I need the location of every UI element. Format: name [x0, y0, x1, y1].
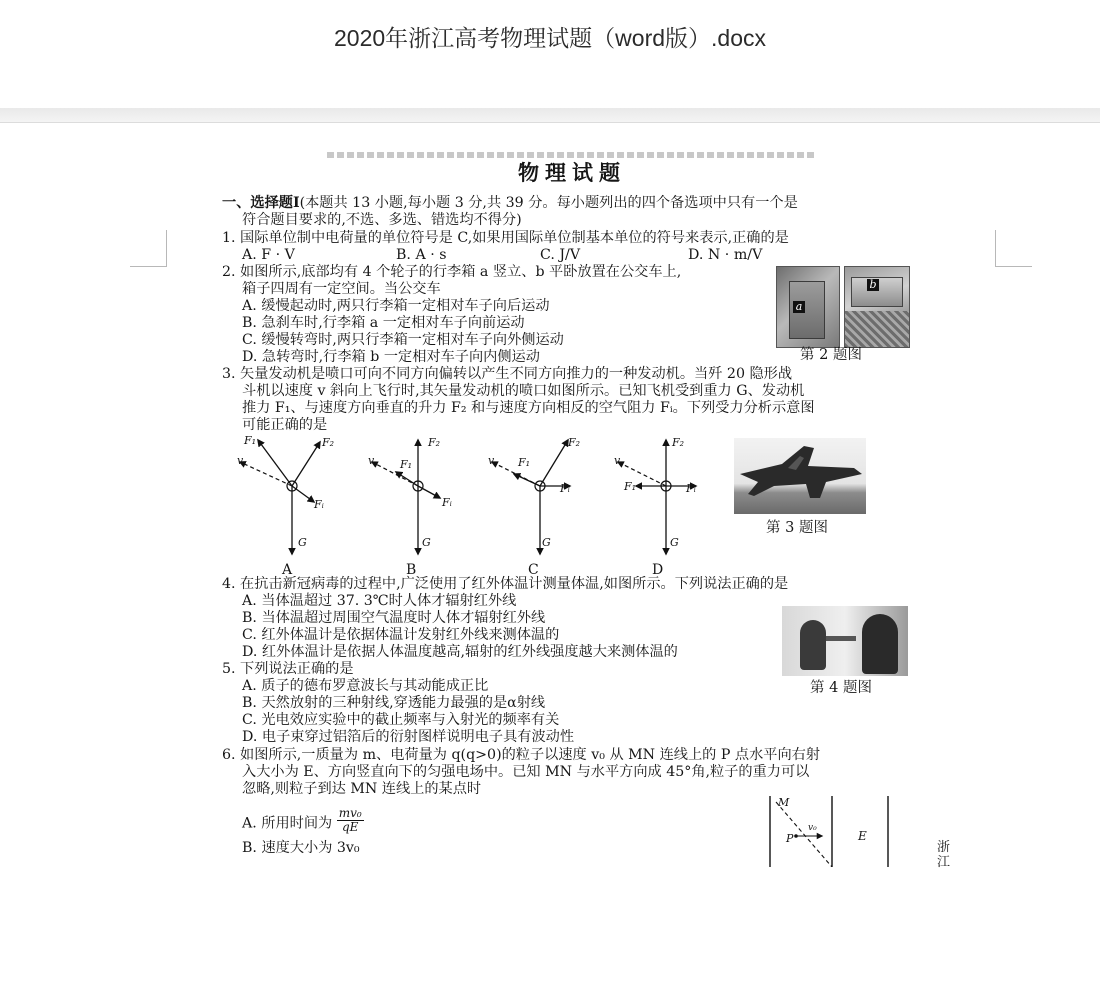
- bus-floor-texture: [845, 311, 909, 347]
- q1-option-c: C. J/V: [540, 247, 581, 263]
- q4-thermometer-photo: [782, 606, 908, 676]
- q2-option-c: C. 缓慢转弯时,两只行李箱一定相对车子向外侧运动: [242, 332, 564, 348]
- q5-option-a: A. 质子的德布罗意波长与其动能成正比: [242, 678, 489, 694]
- section-desc-2: 符合题目要求的,不选、多选、错选均不得分): [242, 212, 522, 228]
- q3b-v-label: v: [368, 454, 375, 467]
- thermometer-gun: [826, 636, 856, 641]
- section-title: 一、选择题Ⅰ: [222, 195, 300, 211]
- q2-stem-2: 箱子四周有一定空间。当公交车: [242, 281, 441, 297]
- q3c-v-label: v: [488, 454, 495, 467]
- scanned-exam-page: [222, 150, 922, 867]
- q4-option-c: C. 红外体温计是依据体温计发射红外线来测体温的: [242, 627, 560, 643]
- q3c-g-label: G: [542, 536, 551, 549]
- q4-figure-caption: 第 4 题图: [810, 680, 872, 696]
- q2-photo-suitcase-b: [844, 266, 910, 348]
- q5-stem: 5. 下列说法正确的是: [222, 661, 354, 677]
- q3a-f2-label: F₂: [322, 436, 335, 449]
- q4-option-b: B. 当体温超过周围空气温度时人体才辐射红外线: [242, 610, 546, 626]
- q3d-v-label: v: [614, 454, 621, 467]
- q4-option-d: D. 红外体温计是依据人体温度越高,辐射的红外线强度越大来测体温的: [242, 644, 678, 660]
- q2-stem-1: 2. 如图所示,底部均有 4 个轮子的行李箱 a 竖立、b 平卧放置在公交车上,: [222, 264, 682, 280]
- page-corner-mark-left: [130, 230, 167, 267]
- q3c-f1-label: F₁: [518, 456, 531, 469]
- q3-stem-1: 3. 矢量发动机是喷口可向不同方向偏转以产生不同方向推力的一种发动机。当歼 20 隐形战: [222, 366, 793, 382]
- section-desc-1: (本题共 13 小题,每小题 3 分,共 39 分。每小题列出的四个备选项中只有一个是: [299, 195, 798, 211]
- q3a-fi-label: Fᵢ: [314, 498, 324, 511]
- q6-option-a-prefix: A. 所用时间为: [242, 815, 333, 832]
- q6-option-a-fraction: [337, 807, 364, 834]
- q3-stem-4: 可能正确的是: [242, 417, 328, 433]
- q4-option-a: A. 当体温超过 37. 3℃时人体才辐射红外线: [242, 593, 517, 609]
- q3d-fi-label: Fᵢ: [686, 482, 696, 495]
- fraction-denominator: qE: [341, 820, 359, 834]
- q6-label-e: E: [858, 829, 867, 843]
- q3a-f1-label: F₁: [244, 434, 257, 447]
- q3c-f2-label: F₂: [568, 436, 581, 449]
- q3b-fi-label: Fᵢ: [442, 496, 452, 509]
- q3d-f1-label: F₁: [624, 480, 637, 493]
- q3c-fi-label: Fᵢ: [560, 482, 570, 495]
- q5-option-c: C. 光电效应实验中的截止频率与入射光的频率有关: [242, 712, 560, 728]
- q2-option-b: B. 急刹车时,行李箱 a 一定相对车子向前运动: [242, 315, 525, 331]
- q5-option-b: B. 天然放射的三种射线,穿透能力最强的是α射线: [242, 695, 546, 711]
- q3d-f2-label: F₂: [672, 436, 685, 449]
- q3-diagram-b: [364, 436, 474, 560]
- q3d-g-label: G: [670, 536, 679, 549]
- q2-option-a: A. 缓慢起动时,两只行李箱一定相对车子向后运动: [242, 298, 550, 314]
- q3b-f1-label: F₁: [400, 458, 413, 471]
- q3-stem-2: 斗机以速度 v 斜向上飞行时,其矢量发动机的喷口如图所示。已知飞机受到重力 G、发动机: [242, 383, 805, 399]
- title-bar: [0, 0, 1100, 108]
- q6-option-b: B. 速度大小为 3v₀: [242, 840, 360, 856]
- q3-figure-caption: 第 3 题图: [766, 520, 828, 536]
- cut-off-text-line: [327, 152, 817, 158]
- jet-silhouette: [734, 438, 866, 514]
- exam-heading: 物理试题: [518, 160, 626, 185]
- side-margin-text: 浙江: [937, 840, 951, 870]
- q3a-v-label: v: [237, 454, 244, 467]
- q6-label-m: M: [778, 796, 790, 809]
- q3a-g-label: G: [298, 536, 307, 549]
- document-title: 2020年浙江高考物理试题（word版）.docx: [334, 25, 766, 51]
- q2-option-d: D. 急转弯时,行李箱 b 一定相对车子向内侧运动: [242, 349, 540, 365]
- q6-option-a: [242, 806, 364, 837]
- q2-figure-caption: 第 2 题图: [800, 347, 862, 363]
- section-header: [222, 195, 798, 212]
- q3-diagram-a-label: A: [282, 562, 293, 578]
- q6-stem-1: 6. 如图所示,一质量为 m、电荷量为 q(q>0)的粒子以速度 v₀ 从 MN 连线上的 P 点水平向右射: [222, 747, 821, 763]
- q6-label-p: P: [786, 832, 794, 845]
- page-corner-mark-right: [995, 230, 1032, 267]
- q6-label-v0: v₀: [808, 823, 817, 833]
- q3-jet-photo: [734, 438, 866, 514]
- toolbar-separator: [0, 108, 1100, 123]
- q1-option-a: A. F · V: [242, 247, 295, 263]
- q5-option-d: D. 电子束穿过铝箔后的衍射图样说明电子具有波动性: [242, 729, 575, 745]
- q6-stem-3: 忽略,则粒子到达 MN 连线上的某点时: [242, 781, 482, 797]
- q2-photo-suitcase-a: [776, 266, 840, 348]
- q1-stem: 1. 国际单位制中电荷量的单位符号是 C,如果用国际单位制基本单位的符号来表示,正确的是: [222, 230, 789, 246]
- q3-diagram-c-label: C: [528, 562, 539, 578]
- q4-stem: 4. 在抗击新冠病毒的过程中,广泛使用了红外体温计测量体温,如图所示。下列说法正确的是: [222, 576, 789, 592]
- q6-stem-2: 入大小为 E、方向竖直向下的匀强电场中。已知 MN 与水平方向成 45°角,粒子的重力可以: [242, 764, 810, 780]
- suitcase-b-label: b: [867, 279, 879, 291]
- person-measured: [862, 614, 898, 674]
- q1-option-d: D. N · m/V: [688, 247, 763, 263]
- q3-diagram-b-label: B: [406, 562, 417, 578]
- q1-option-b: B. A · s: [396, 247, 447, 263]
- q3-stem-3: 推力 F₁、与速度方向垂直的升力 F₂ 和与速度方向相反的空气阻力 Fᵢ。下列受力分析示意图: [242, 400, 815, 416]
- suitcase-a-label: a: [793, 301, 805, 313]
- q3b-g-label: G: [422, 536, 431, 549]
- person-measuring: [800, 620, 826, 670]
- q3b-f2-label: F₂: [428, 436, 441, 449]
- fraction-numerator: mv₀: [338, 806, 362, 820]
- q3-diagram-d-label: D: [652, 562, 664, 578]
